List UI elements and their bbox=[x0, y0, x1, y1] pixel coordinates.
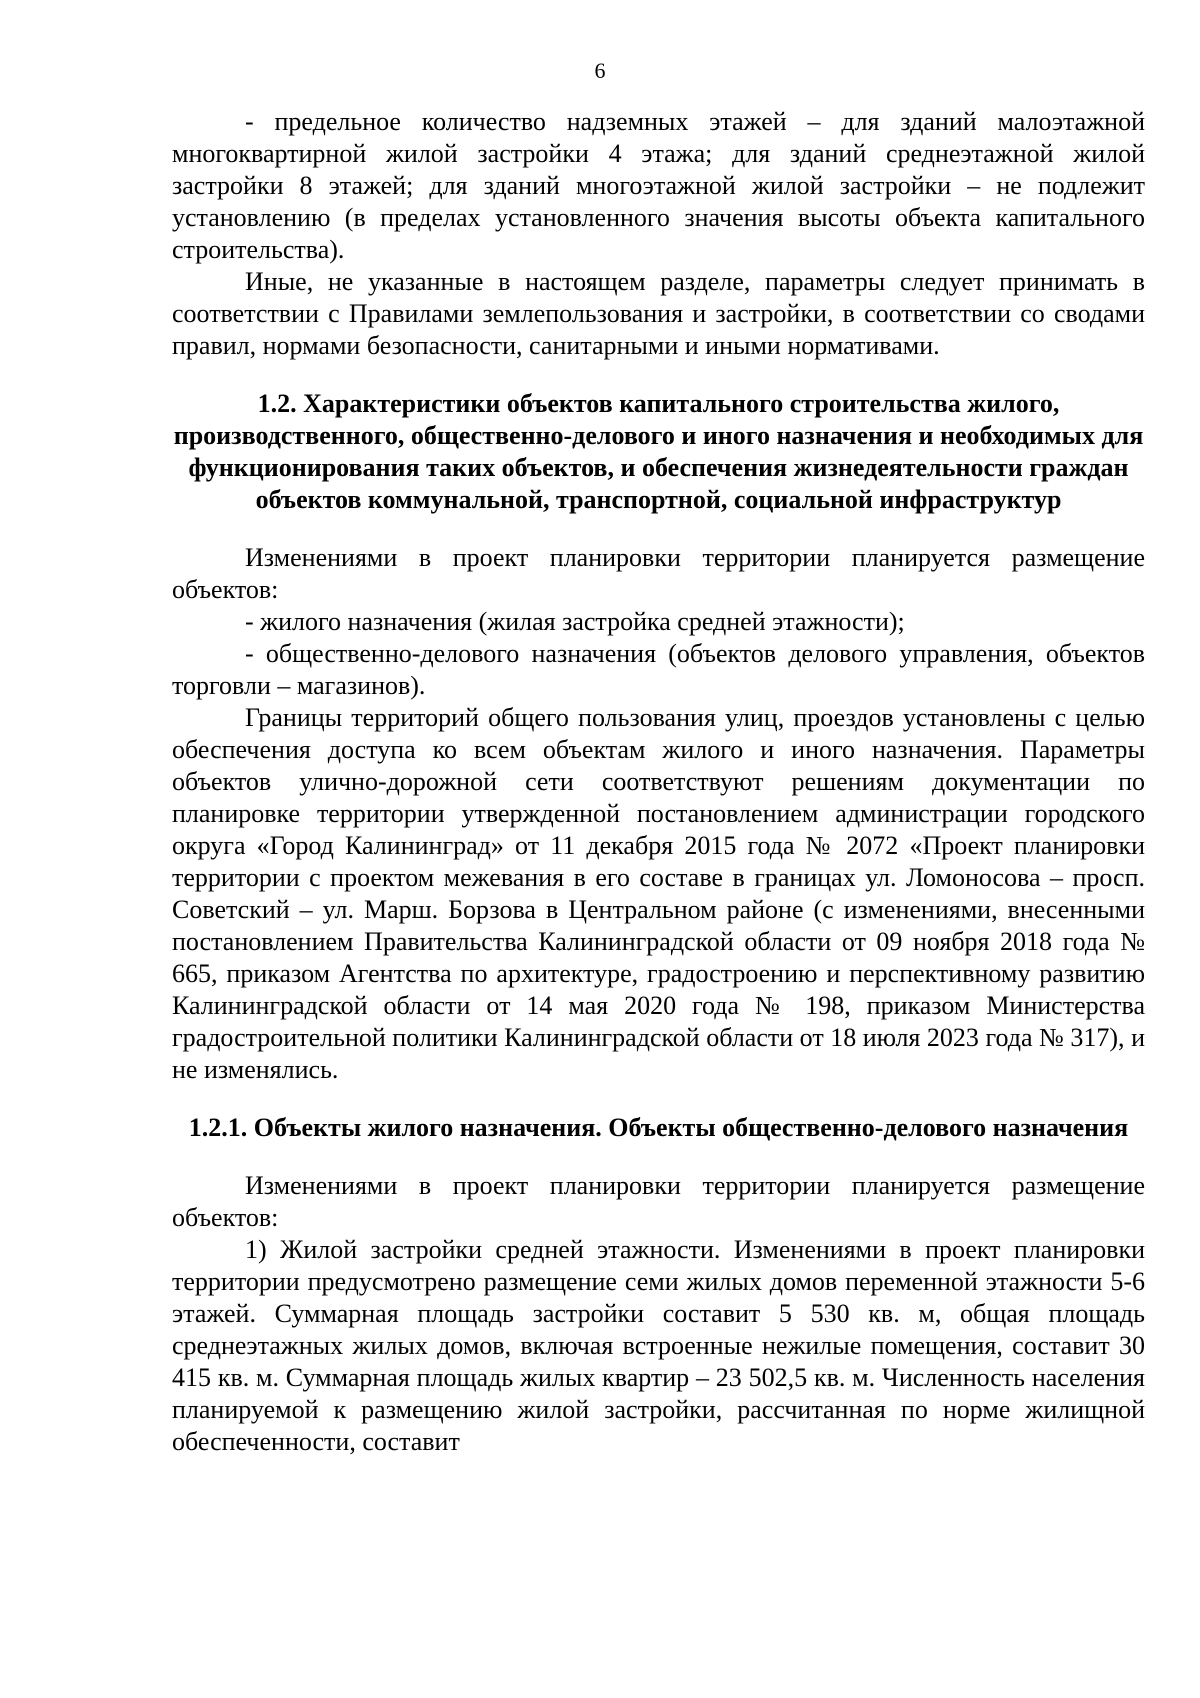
paragraph-item-1: 1) Жилой застройки средней этажности. Изменениями в проект планировки территории предусмотрено размещение семи жилых домов переменной этажности 5-6 этажей. Суммарная площадь застройки составит 5 530 кв. м, общая площадь среднеэтажных жилых домов, включая встроенные нежилые помещения, составит 30 415 кв. м. Суммарная площадь жилых квартир – 23 502,5 кв. м. Численность населения планируемой к размещению жилой застройки, рассчитанная по норме жилищной обеспеченности, составит bbox=[172, 1235, 1145, 1456]
paragraph-changes-intro-2: Изменениями в проект планировки территории планируется размещение объектов: bbox=[172, 1171, 1145, 1232]
spacer bbox=[172, 516, 1145, 542]
spacer bbox=[172, 362, 1145, 388]
paragraph-height-limit: - предельное количество надземных этажей – для зданий малоэтажной многоквартирной жилой застройки 4 этажа; для зданий среднеэтажной жилой застройки 8 этажей; для зданий многоэтажной жилой застройки – не подлежит установлению (в пределах установленного значения высоты объекта капитального строительства). bbox=[172, 107, 1145, 264]
spacer bbox=[172, 1086, 1145, 1112]
page-number: 6 bbox=[594, 58, 606, 83]
paragraph-other-params: Иные, не указанные в настоящем разделе, параметры следует принимать в соответствии с Правилами землепользования и застройки, в соответствии со сводами правил, нормами безопасности, санитарными и иными нормативами. bbox=[172, 267, 1145, 360]
paragraph-changes-intro: Изменениями в проект планировки территории планируется размещение объектов: bbox=[172, 543, 1145, 604]
section-heading-1-2-1: 1.2.1. Объекты жилого назначения. Объекты общественно-делового назначения bbox=[188, 1113, 1129, 1142]
paragraph-public: - общественно-делового назначения (объектов делового управления, объектов торговли – магазинов). bbox=[172, 639, 1145, 700]
document-body bbox=[172, 106, 1145, 1458]
paragraph-residential: - жилого назначения (жилая застройка средней этажности); bbox=[245, 607, 905, 636]
paragraph-boundaries: Границы территорий общего пользования улиц, проездов установлены с целью обеспечения доступа ко всем объектам жилого и иного назначения. Параметры объектов улично-дорожной сети соответствуют решениям документации по планировке территории утвержденной постановлением администрации городского округа «Город Калининград» от 11 декабря 2015 года № 2072 «Проект планировки территории с проектом межевания в его составе в границах ул. Ломоносова – просп. Советский – ул. Марш. Борзова в Центральном районе (с изменениями, внесенными постановлением Правительства Калининградской области от 09 ноября 2018 года № 665, приказом Агентства по архитектуре, градостроению и перспективному развитию Калининградской области от 14 мая 2020 года № 198, приказом Министерства градостроительной политики Калининградской области от 18 июля 2023 года № 317), и не изменялись. bbox=[172, 703, 1145, 1084]
spacer bbox=[172, 1144, 1145, 1170]
section-heading-1-2: 1.2. Характеристики объектов капитального строительства жилого, производственного, общественно-делового и иного назначения и необходимых для функционирования таких объектов, и обеспечения жизнедеятельности граждан объектов коммунальной, транспортной, социальной инфраструктур bbox=[173, 389, 1144, 514]
